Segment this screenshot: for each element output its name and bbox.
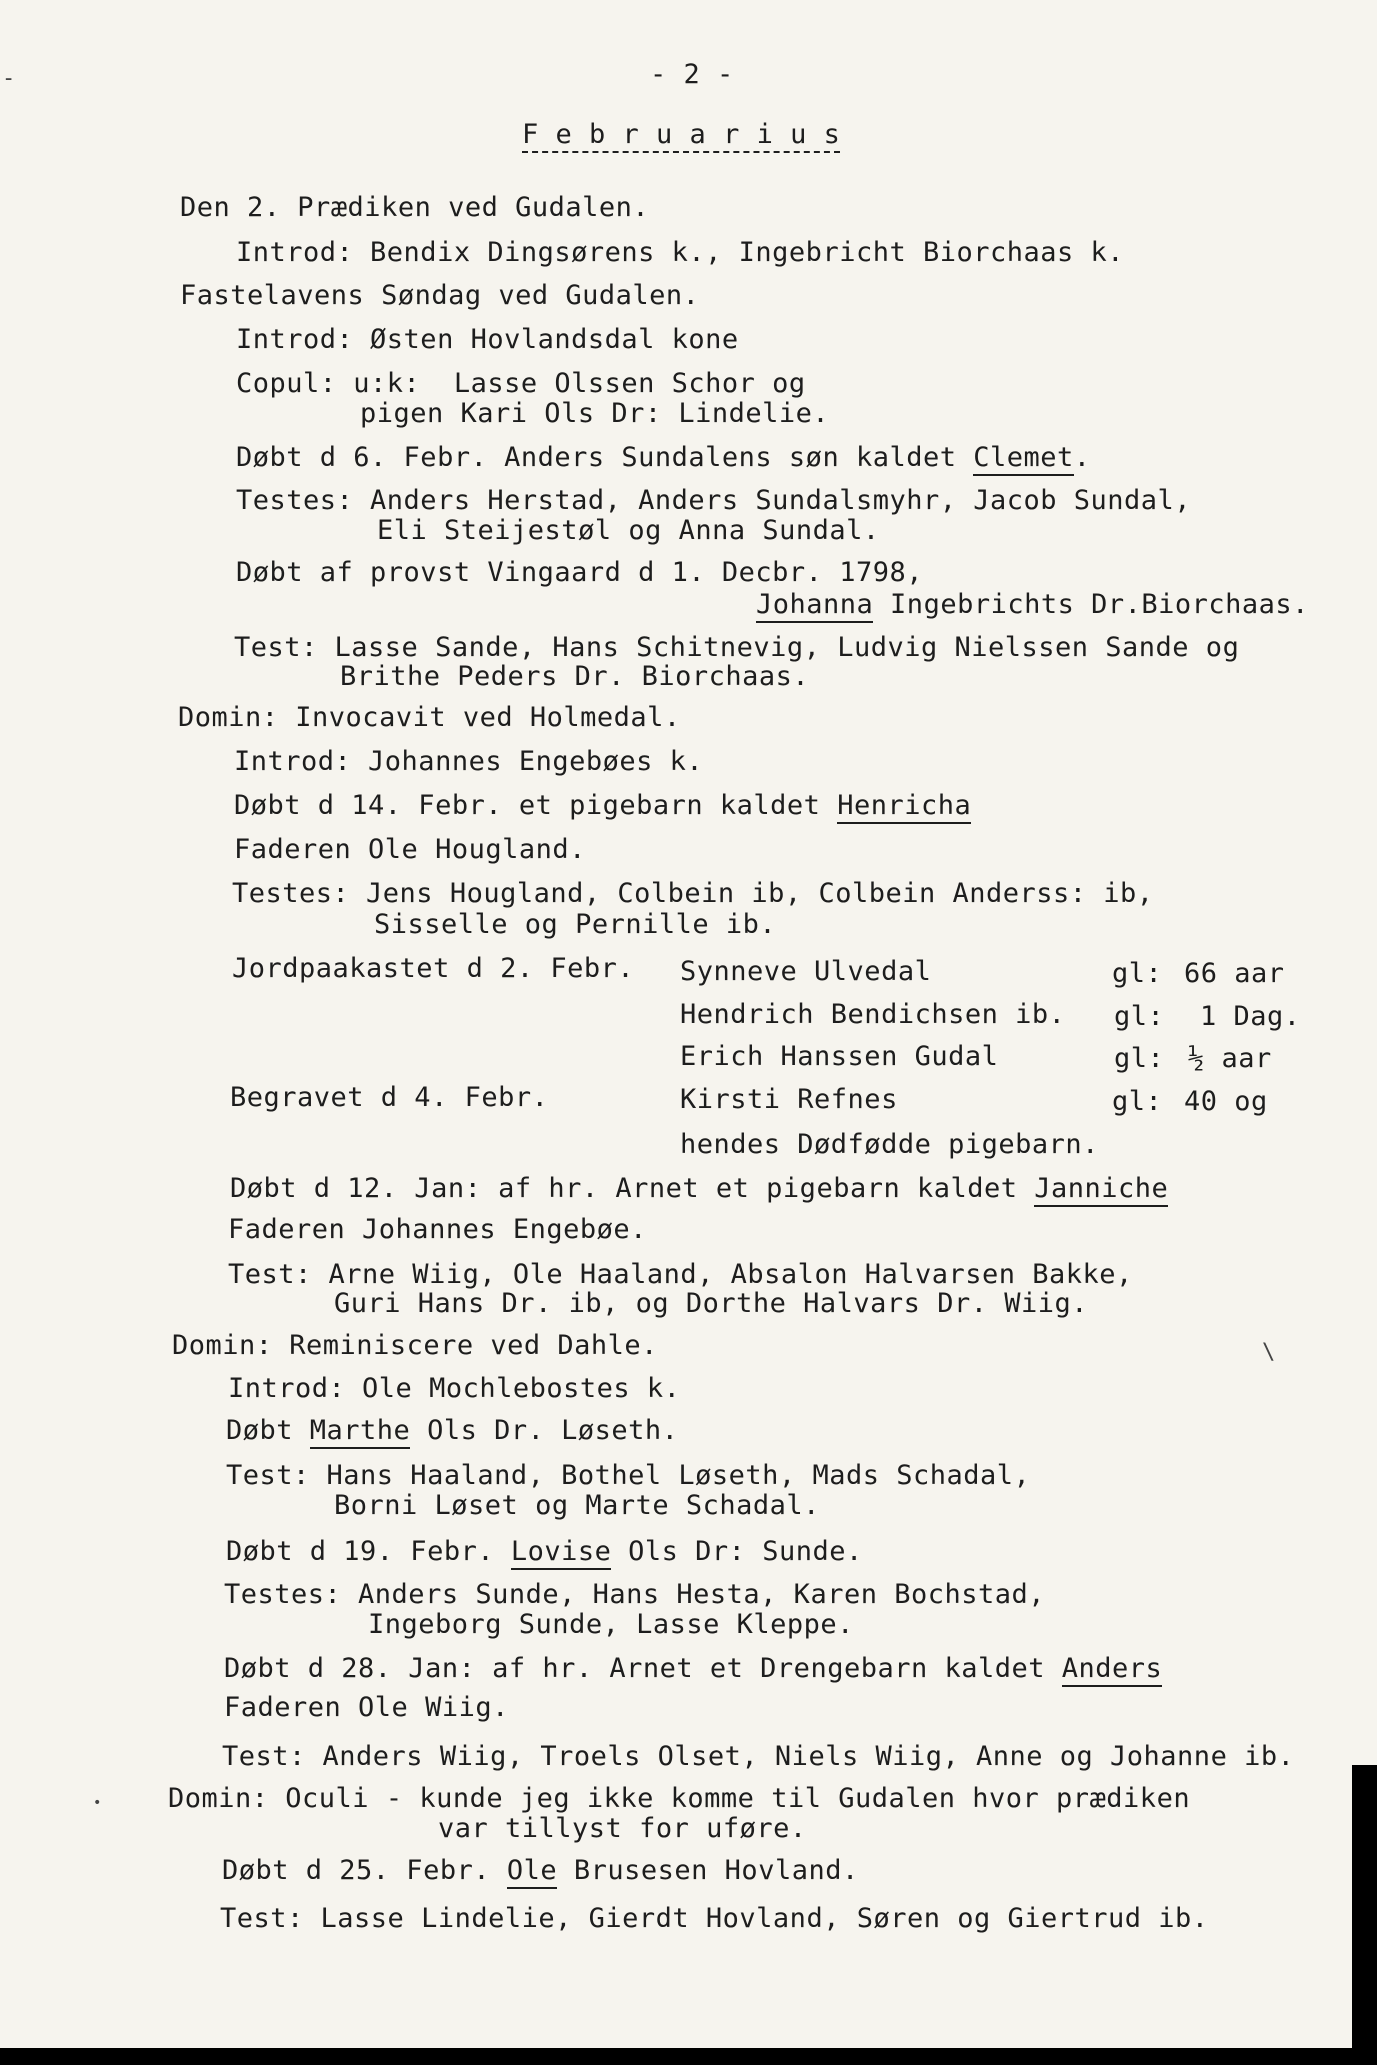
baptism-line: Døbt d 28. Jan: af hr. Arnet et Drengebarn kaldet Anders bbox=[224, 1654, 1162, 1684]
burial-gl: gl: bbox=[1114, 1043, 1165, 1074]
entry-line: hendes Dødfødde pigebarn. bbox=[680, 1129, 1099, 1160]
scan-edge bbox=[1352, 1765, 1377, 2065]
month-heading: F e b r u a r i u s bbox=[522, 119, 841, 150]
child-name: Janniche bbox=[1034, 1173, 1168, 1207]
burial-age: 1 Dag. bbox=[1200, 1001, 1301, 1032]
entry-line: Fastelavens Søndag ved Gudalen. bbox=[180, 280, 700, 311]
entry-line: Test: Lasse Lindelie, Gierdt Hovland, Søren og Giertrud ib. bbox=[220, 1903, 1209, 1934]
burial-label: Begravet d 4. Febr. bbox=[230, 1082, 549, 1113]
burial-age: 66 aar bbox=[1184, 958, 1285, 989]
burial-name: Hendrich Bendichsen ib. bbox=[680, 999, 1066, 1030]
entry-line: Faderen Johannes Engebøe. bbox=[228, 1214, 647, 1245]
child-name: Clemet bbox=[973, 442, 1074, 476]
entry-line: Domin: Reminiscere ved Dahle. bbox=[172, 1330, 658, 1361]
entry-line: Test: Anders Wiig, Troels Olset, Niels Wiig, Anne og Johanne ib. bbox=[222, 1741, 1295, 1772]
entry-line: Domin: Invocavit ved Holmedal. bbox=[178, 702, 681, 733]
entry-line: Test: Hans Haaland, Bothel Løseth, Mads Schadal, bbox=[226, 1460, 1031, 1491]
burial-name: Kirsti Refnes bbox=[680, 1084, 898, 1115]
child-name: Johanna bbox=[756, 589, 873, 623]
entry-line: Introd: Bendix Dingsørens k., Ingebricht Biorchaas k. bbox=[236, 237, 1125, 268]
entry-line: Test: Arne Wiig, Ole Haaland, Absalon Halvarsen Bakke, bbox=[228, 1259, 1133, 1290]
baptism-line: Døbt d 12. Jan: af hr. Arnet et pigebarn kaldet Janniche bbox=[230, 1174, 1168, 1204]
burial-label: Jordpaakastet d 2. Febr. bbox=[232, 953, 635, 984]
entry-line: Test: Lasse Sande, Hans Schitnevig, Ludvig Nielssen Sande og bbox=[234, 632, 1240, 663]
entry-line: Sisselle og Pernille ib. bbox=[374, 909, 777, 940]
burial-gl: gl: bbox=[1114, 1001, 1165, 1032]
burial-age: ½ aar bbox=[1188, 1043, 1272, 1074]
baptism-line: Johanna Ingebrichts Dr.Biorchaas. bbox=[756, 590, 1309, 620]
burial-name: Synneve Ulvedal bbox=[680, 956, 932, 987]
entry-line: Faderen Ole Hougland. bbox=[234, 834, 586, 865]
burial-name: Erich Hanssen Gudal bbox=[680, 1041, 999, 1072]
child-name: Lovise bbox=[511, 1536, 612, 1570]
baptism-line: Døbt d 25. Febr. Ole Brusesen Hovland. bbox=[222, 1856, 859, 1886]
entry-line: Brithe Peders Dr. Biorchaas. bbox=[340, 661, 810, 692]
entry-line: Den 2. Prædiken ved Gudalen. bbox=[180, 192, 650, 223]
baptism-line: Døbt d 14. Febr. et pigebarn kaldet Henricha bbox=[234, 791, 971, 821]
burial-gl: gl: bbox=[1112, 1086, 1163, 1117]
child-name: Marthe bbox=[310, 1415, 411, 1449]
entry-line: Faderen Ole Wiig. bbox=[224, 1692, 509, 1723]
burial-age: 40 og bbox=[1184, 1086, 1268, 1117]
entry-line: Testes: Anders Sunde, Hans Hesta, Karen Bochstad, bbox=[224, 1579, 1046, 1610]
entry-line: Eli Steijestøl og Anna Sundal. bbox=[377, 515, 880, 546]
entry-line: var tillyst for uføre. bbox=[438, 1813, 807, 1844]
baptism-line: Døbt Marthe Ols Dr. Løseth. bbox=[226, 1416, 678, 1446]
child-name: Henricha bbox=[837, 790, 971, 824]
entry-line: Ingeborg Sunde, Lasse Kleppe. bbox=[368, 1609, 854, 1640]
entry-line: Borni Løset og Marte Schadal. bbox=[334, 1490, 820, 1521]
entry-line: Copul: u:k: Lasse Olssen Schor og bbox=[236, 368, 806, 399]
burial-gl: gl: bbox=[1112, 958, 1163, 989]
child-name: Anders bbox=[1062, 1653, 1163, 1687]
entry-line: Guri Hans Dr. ib, og Dorthe Halvars Dr. Wiig. bbox=[334, 1288, 1088, 1319]
baptism-line: Døbt d 6. Febr. Anders Sundalens søn kaldet Clemet. bbox=[236, 443, 1091, 473]
entry-line: Introd: Ole Mochlebostes k. bbox=[228, 1373, 681, 1404]
entry-line: Introd: Østen Hovlandsdal kone bbox=[236, 324, 739, 355]
entry-line: pigen Kari Ols Dr: Lindelie. bbox=[360, 398, 830, 429]
entry-line: Testes: Anders Herstad, Anders Sundalsmyhr, Jacob Sundal, bbox=[236, 485, 1192, 516]
stray-mark: \ bbox=[1262, 1340, 1276, 1365]
child-name: Ole bbox=[507, 1855, 557, 1889]
page-number: - 2 - bbox=[650, 59, 734, 90]
entry-line: Testes: Jens Hougland, Colbein ib, Colbein Anderss: ib, bbox=[232, 878, 1154, 909]
stray-dot: • bbox=[93, 1795, 102, 1811]
entry-line: Domin: Oculi - kunde jeg ikke komme til Gudalen hvor prædiken bbox=[168, 1783, 1191, 1814]
entry-line: Introd: Johannes Engebøes k. bbox=[234, 746, 704, 777]
baptism-line: Døbt d 19. Febr. Lovise Ols Dr: Sunde. bbox=[226, 1537, 863, 1567]
entry-line: Døbt af provst Vingaard d 1. Decbr. 1798, bbox=[236, 557, 923, 588]
margin-mark: - bbox=[2, 66, 16, 91]
